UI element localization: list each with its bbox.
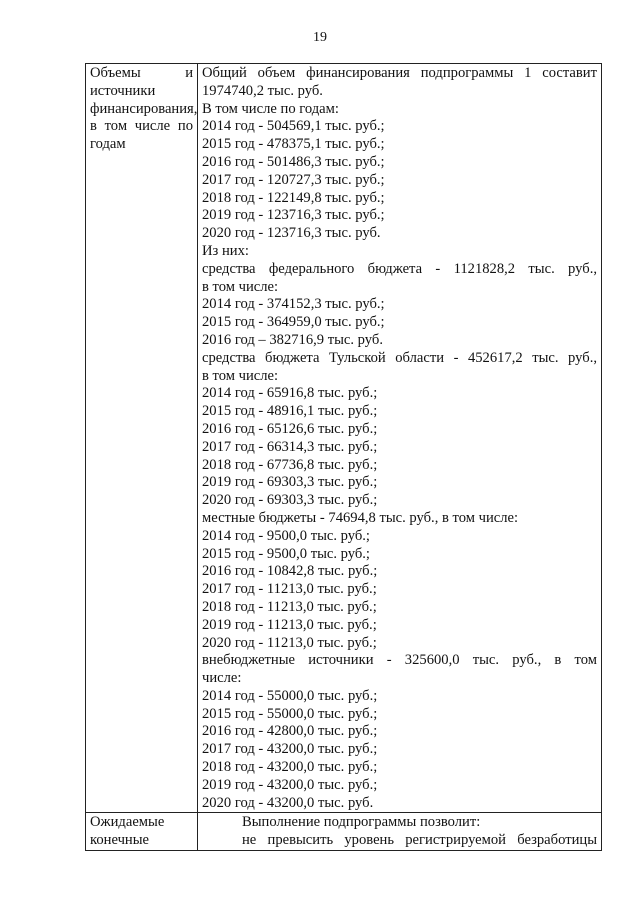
content-line: 2016 год - 501486,3 тыс. руб.; — [202, 153, 385, 170]
content-line: в том числе: — [202, 278, 279, 295]
label-line: годам — [90, 136, 126, 153]
content-line: 2018 год - 43200,0 тыс. руб.; — [202, 759, 378, 776]
content-line: Общий объем финансирования подпрограммы 1 составит — [202, 65, 597, 81]
content-line: Из них: — [202, 242, 249, 259]
content-line: 2019 год - 43200,0 тыс. руб.; — [202, 776, 378, 793]
content-line: 2015 год - 478375,1 тыс. руб.; — [202, 136, 385, 153]
content-line: в том числе: — [202, 367, 279, 384]
content-line: 2020 год - 69303,3 тыс. руб.; — [202, 492, 378, 509]
content-line: 2016 год – 382716,9 тыс. руб. — [202, 331, 383, 348]
financing-label-cell — [86, 64, 198, 813]
content-line: 2018 год - 122149,8 тыс. руб.; — [202, 189, 385, 206]
content-line: 2017 год - 43200,0 тыс. руб.; — [202, 741, 378, 758]
content-line: 2015 год - 9500,0 тыс. руб.; — [202, 545, 370, 562]
financing-content-cell — [198, 64, 602, 813]
content-line: местные бюджеты - 74694,8 тыс. руб., в том числе: — [202, 509, 519, 526]
content-line: 2020 год - 123716,3 тыс. руб. — [202, 225, 381, 242]
content-line: Выполнение подпрограммы позволит: — [242, 814, 481, 831]
content-line: 2016 год - 10842,8 тыс. руб.; — [202, 563, 378, 580]
content-line: 2014 год - 55000,0 тыс. руб.; — [202, 687, 378, 704]
content-line: 2014 год - 374152,3 тыс. руб.; — [202, 296, 385, 313]
content-line: 2017 год - 66314,3 тыс. руб.; — [202, 438, 378, 455]
content-line: 2015 год - 55000,0 тыс. руб.; — [202, 705, 378, 722]
label-line: источники — [90, 82, 156, 99]
content-line: 2019 год - 69303,3 тыс. руб.; — [202, 474, 378, 491]
content-line: 2014 год - 9500,0 тыс. руб.; — [202, 527, 370, 544]
table-row-expected-results — [86, 813, 602, 851]
content-line: 1974740,2 тыс. руб. — [202, 82, 323, 99]
content-line: 2018 год - 11213,0 тыс. руб.; — [202, 598, 377, 615]
content-line: 2015 год - 364959,0 тыс. руб.; — [202, 314, 385, 331]
content-line: средства федерального бюджета - 1121828,2 тыс. руб., — [202, 260, 597, 277]
label-line: конечные — [90, 832, 150, 849]
content-line: 2016 год - 42800,0 тыс. руб.; — [202, 723, 378, 740]
content-line: 2018 год - 67736,8 тыс. руб.; — [202, 456, 378, 473]
content-line: 2019 год - 11213,0 тыс. руб.; — [202, 616, 377, 633]
content-line: 2020 год - 43200,0 тыс. руб. — [202, 794, 374, 811]
label-line: Объемы и — [90, 65, 193, 81]
content-line: 2014 год - 65916,8 тыс. руб.; — [202, 385, 378, 402]
label-line: Ожидаемые — [90, 814, 165, 831]
page-number: 19 — [313, 30, 327, 45]
passport-table — [85, 63, 602, 851]
label-line: в том числе по — [90, 118, 193, 135]
content-line: В том числе по годам: — [202, 100, 339, 117]
content-line: 2015 год - 48916,1 тыс. руб.; — [202, 403, 378, 420]
content-line: средства бюджета Тульской области - 452617,2 тыс. руб., — [202, 349, 597, 366]
label-line: финансирования, — [90, 100, 198, 117]
content-line: 2016 год - 65126,6 тыс. руб.; — [202, 420, 378, 437]
expected-results-content-cell — [198, 813, 602, 851]
content-line: не превысить уровень регистрируемой безработицы — [242, 832, 597, 849]
table-row-financing — [86, 64, 602, 813]
content-line: 2017 год - 11213,0 тыс. руб.; — [202, 581, 377, 598]
content-line: 2020 год - 11213,0 тыс. руб.; — [202, 634, 377, 651]
content-line: внебюджетные источники - 325600,0 тыс. руб., в том — [202, 652, 597, 669]
expected-results-label-cell — [86, 813, 198, 851]
content-line: 2014 год - 504569,1 тыс. руб.; — [202, 118, 385, 135]
content-line: 2017 год - 120727,3 тыс. руб.; — [202, 171, 385, 188]
content-line: 2019 год - 123716,3 тыс. руб.; — [202, 207, 385, 224]
content-line: числе: — [202, 670, 242, 687]
